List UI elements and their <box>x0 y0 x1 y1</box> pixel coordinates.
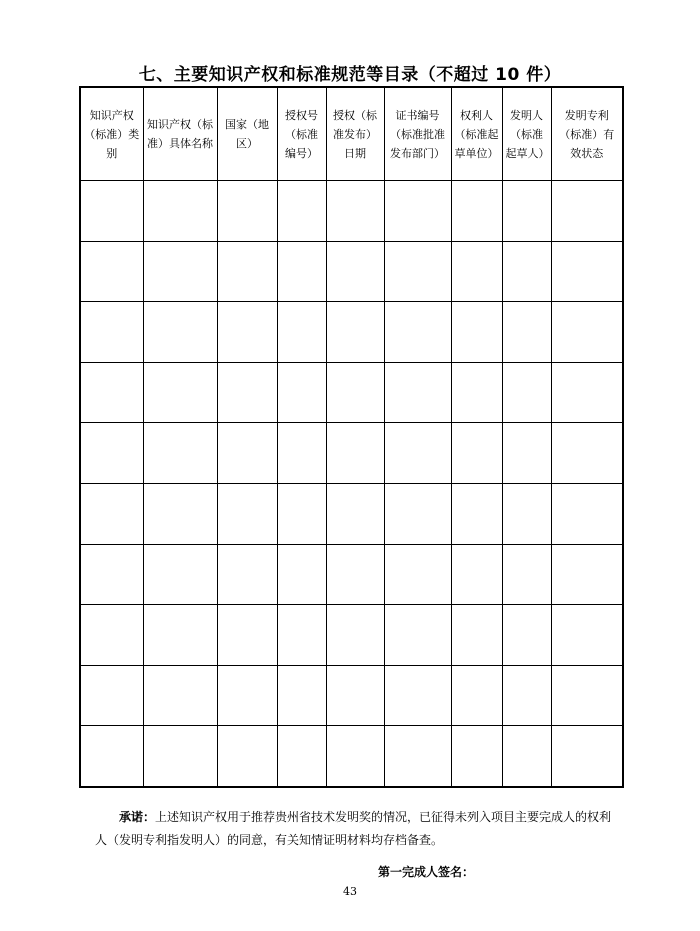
table-cell[interactable] <box>502 665 551 726</box>
table-cell[interactable] <box>451 241 502 302</box>
column-header-inventor: 发明人（标准起草人） <box>502 87 551 181</box>
column-header-country: 国家（地区） <box>217 87 277 181</box>
table-cell[interactable] <box>384 362 451 423</box>
column-header-certificate-number: 证书编号（标准批准发布部门） <box>384 87 451 181</box>
table-cell[interactable] <box>384 544 451 605</box>
table-cell[interactable] <box>502 302 551 363</box>
table-row <box>80 726 623 787</box>
table-cell[interactable] <box>451 483 502 544</box>
table-row <box>80 605 623 666</box>
table-cell[interactable] <box>80 241 143 302</box>
table-cell[interactable] <box>217 181 277 242</box>
table-cell[interactable] <box>502 241 551 302</box>
table-cell[interactable] <box>502 181 551 242</box>
table-cell[interactable] <box>277 302 326 363</box>
table-cell[interactable] <box>217 726 277 787</box>
pledge-statement <box>95 806 615 852</box>
table-cell[interactable] <box>143 665 217 726</box>
table-row <box>80 483 623 544</box>
table-cell[interactable] <box>326 665 384 726</box>
ip-standards-table <box>79 86 624 788</box>
table-cell[interactable] <box>384 423 451 484</box>
page-title: 七、主要知识产权和标准规范等目录（不超过 10 件） <box>138 65 562 85</box>
table-cell[interactable] <box>384 605 451 666</box>
table-cell[interactable] <box>502 726 551 787</box>
table-cell[interactable] <box>551 302 623 363</box>
column-header-grant-date: 授权（标准发布）日期 <box>326 87 384 181</box>
table-cell[interactable] <box>326 181 384 242</box>
table-cell[interactable] <box>277 605 326 666</box>
table-cell[interactable] <box>451 302 502 363</box>
table-cell[interactable] <box>80 726 143 787</box>
table-cell[interactable] <box>277 665 326 726</box>
pledge-text: 上述知识产权用于推荐贵州省技术发明奖的情况，已征得未列入项目主要完成人的权利人（发明专利指发明人）的同意，有关知情证明材料均存档备查。 <box>95 810 612 847</box>
table-cell[interactable] <box>143 605 217 666</box>
table-cell[interactable] <box>143 726 217 787</box>
table-cell[interactable] <box>143 483 217 544</box>
table-cell[interactable] <box>80 544 143 605</box>
table-cell[interactable] <box>143 362 217 423</box>
table-cell[interactable] <box>80 483 143 544</box>
table-cell[interactable] <box>551 362 623 423</box>
table-cell[interactable] <box>217 302 277 363</box>
table-cell[interactable] <box>277 483 326 544</box>
table-row <box>80 544 623 605</box>
table-cell[interactable] <box>217 544 277 605</box>
table-cell[interactable] <box>326 544 384 605</box>
table-cell[interactable] <box>80 181 143 242</box>
table-row <box>80 423 623 484</box>
table-cell[interactable] <box>502 362 551 423</box>
table-cell[interactable] <box>80 302 143 363</box>
table-cell[interactable] <box>217 362 277 423</box>
table-cell[interactable] <box>502 544 551 605</box>
table-cell[interactable] <box>326 362 384 423</box>
table-cell[interactable] <box>384 302 451 363</box>
table-cell[interactable] <box>451 726 502 787</box>
table-cell[interactable] <box>326 241 384 302</box>
table-cell[interactable] <box>384 181 451 242</box>
column-header-validity-status: 发明专利（标准）有效状态 <box>551 87 623 181</box>
column-header-rights-holder: 权利人（标准起草单位） <box>451 87 502 181</box>
table-cell[interactable] <box>384 241 451 302</box>
table-cell[interactable] <box>551 241 623 302</box>
table-cell[interactable] <box>551 544 623 605</box>
table-cell[interactable] <box>80 423 143 484</box>
table-row <box>80 181 623 242</box>
table-cell[interactable] <box>277 544 326 605</box>
table-cell[interactable] <box>502 483 551 544</box>
column-header-ip-name: 知识产权（标准）具体名称 <box>143 87 217 181</box>
table-cell[interactable] <box>143 423 217 484</box>
table-cell[interactable] <box>80 605 143 666</box>
table-cell[interactable] <box>326 726 384 787</box>
table-cell[interactable] <box>551 181 623 242</box>
table-cell[interactable] <box>80 665 143 726</box>
table-cell[interactable] <box>326 605 384 666</box>
table-cell[interactable] <box>451 362 502 423</box>
table-row <box>80 302 623 363</box>
table-cell[interactable] <box>217 483 277 544</box>
table-cell[interactable] <box>80 362 143 423</box>
table-cell[interactable] <box>451 423 502 484</box>
table-header-row <box>80 87 623 181</box>
signature-label: 第一完成人签名： <box>378 865 475 879</box>
table-cell[interactable] <box>502 423 551 484</box>
pledge-label: 承诺： <box>119 810 156 824</box>
table-body <box>80 181 623 787</box>
table-cell[interactable] <box>384 483 451 544</box>
table-cell[interactable] <box>277 726 326 787</box>
table-row <box>80 241 623 302</box>
table-cell[interactable] <box>217 605 277 666</box>
table-cell[interactable] <box>143 181 217 242</box>
table-cell[interactable] <box>551 665 623 726</box>
table-cell[interactable] <box>502 605 551 666</box>
table-cell[interactable] <box>277 241 326 302</box>
table-cell[interactable] <box>384 665 451 726</box>
column-header-grant-number: 授权号（标准编号） <box>277 87 326 181</box>
table-cell[interactable] <box>277 362 326 423</box>
table-row <box>80 362 623 423</box>
page-number: 43 <box>343 885 357 898</box>
table-cell[interactable] <box>143 241 217 302</box>
table-cell[interactable] <box>217 241 277 302</box>
table-cell[interactable] <box>384 726 451 787</box>
table-cell[interactable] <box>326 483 384 544</box>
table-cell[interactable] <box>143 544 217 605</box>
table-cell[interactable] <box>551 483 623 544</box>
table-cell[interactable] <box>326 302 384 363</box>
table-cell[interactable] <box>277 181 326 242</box>
table-cell[interactable] <box>551 605 623 666</box>
table-cell[interactable] <box>451 665 502 726</box>
table-row <box>80 665 623 726</box>
table-cell[interactable] <box>217 665 277 726</box>
table-cell[interactable] <box>551 726 623 787</box>
table-cell[interactable] <box>551 423 623 484</box>
table-cell[interactable] <box>451 544 502 605</box>
table-cell[interactable] <box>451 181 502 242</box>
table-cell[interactable] <box>143 302 217 363</box>
table-cell[interactable] <box>326 423 384 484</box>
table-cell[interactable] <box>217 423 277 484</box>
table-cell[interactable] <box>451 605 502 666</box>
column-header-ip-category: 知识产权（标准）类别 <box>80 87 143 181</box>
table-cell[interactable] <box>277 423 326 484</box>
